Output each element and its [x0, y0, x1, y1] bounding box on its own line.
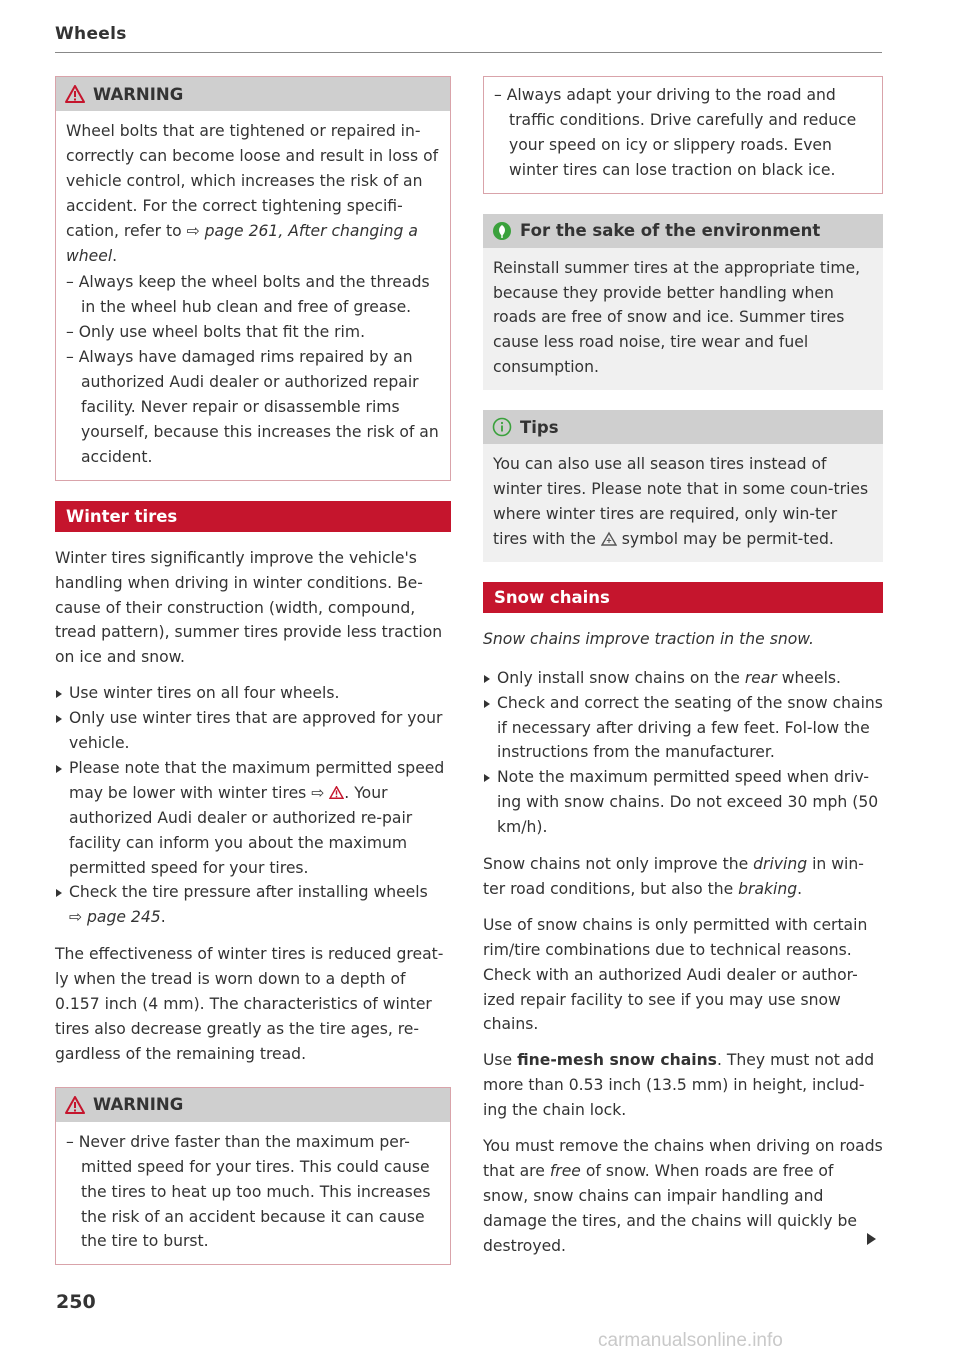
- next-page-arrow-icon[interactable]: [867, 1233, 876, 1245]
- list-item-text: Please note that the maximum permitted speed may be lower with winter tires: [69, 758, 445, 802]
- paragraph-text: You must remove the chains when driving on roads that are: [483, 1137, 883, 1180]
- snow-paragraph-1: [483, 852, 883, 902]
- list-item: [55, 681, 451, 706]
- snow-paragraph-3: [483, 1048, 883, 1123]
- bold-text: fine-mesh snow chains: [517, 1051, 717, 1070]
- info-icon: [492, 417, 512, 437]
- warning-triangle-icon: [65, 85, 85, 103]
- section-heading-winter-tires: Winter tires: [55, 501, 451, 532]
- warning-body: [56, 111, 450, 480]
- bullet-triangle-icon: [56, 690, 62, 698]
- reference-arrow[interactable]: ⇨: [311, 783, 325, 802]
- bullet-triangle-icon: [484, 774, 490, 782]
- warning-intro-end: .: [112, 246, 118, 265]
- list-item-text: wheels.: [776, 668, 841, 687]
- warning-item: – Always adapt your driving to the road and traffic conditions. Drive carefully and reduce your speed on icy or slippery roads. Even winter tires can lose traction on black ice.: [494, 86, 857, 179]
- snow-bullet-list: [483, 666, 883, 840]
- tips-body: [483, 444, 883, 562]
- winter-intro: Winter tires significantly improve the vehicle's handling when driving in winter conditions. Be-cause of their construction (width, compound, tread pattern), summer tires provide less traction on ice and snow.: [55, 548, 443, 667]
- tips-text-start: You can also use all season tires instead of winter tires. Please note that in some coun-tries where winter tires are required, only win-ter tires with the: [493, 455, 869, 548]
- list-item: [55, 880, 451, 930]
- warning-box-speed: [55, 1087, 451, 1266]
- tips-text-end: symbol may be permit-ted.: [616, 529, 834, 548]
- list-item-text: Check the tire pressure after installing wheels: [69, 883, 428, 902]
- page-header: [55, 24, 882, 53]
- tips-text: [493, 452, 873, 552]
- tread-depth-paragraph: The effectiveness of winter tires is reduced great-ly when the tread is worn down to a depth of 0.157 inch (4 mm). The characteristics of winter tires also decrease greatly as the tire ages, re-gardless of the remaining tread.: [55, 945, 444, 1063]
- warning-list: [66, 270, 440, 469]
- emphasis-text: braking: [738, 879, 798, 898]
- environment-text: Reinstall summer tires at the appropriate time, because they provide better handling when roads are free of snow and ice. Summer tires cause less road noise, tire wear and fuel consumption.: [493, 258, 861, 377]
- warning-title: WARNING: [93, 1095, 184, 1115]
- list-item-text: Use winter tires on all four wheels.: [69, 684, 340, 703]
- bullet-triangle-icon: [56, 765, 62, 773]
- bullet-triangle-icon: [56, 715, 62, 723]
- section-title: Wheels: [55, 24, 127, 44]
- warning-item: – Only use wheel bolts that fit the rim.: [66, 323, 366, 342]
- environment-box: [483, 214, 883, 391]
- warning-body: [484, 77, 882, 193]
- page-number: 250: [56, 1291, 96, 1313]
- left-column: [55, 76, 451, 1285]
- list-item-text: . Your authorized Audi dealer or authorized re-pair facility can inform you about the maximum permitted speed for your tires.: [69, 783, 413, 877]
- warning-list: [66, 1130, 440, 1255]
- warning-list: [494, 83, 872, 183]
- environment-body: [483, 248, 883, 391]
- tips-header: [483, 410, 883, 444]
- page-reference-link[interactable]: ⇨ page 261, After changing a wheel: [66, 221, 418, 265]
- list-item: [483, 765, 883, 840]
- list-item-text: Note the maximum permitted speed when driv-ing with snow chains. Do not exceed 30 mph (50 km/h).: [497, 768, 879, 837]
- warning-intro-text: Wheel bolts that are tightened or repaired in-correctly can become loose and result in loss of vehicle control, which increases the risk of an accident. For the correct tightening specifi-cation, refer to: [66, 122, 439, 240]
- warning-intro: [66, 119, 440, 268]
- list-item: [55, 756, 451, 881]
- warning-triangle-icon[interactable]: [329, 784, 344, 802]
- list-item: [55, 706, 451, 756]
- paragraph-text: Snow chains not only improve the: [483, 855, 754, 874]
- warning-header: [56, 1088, 450, 1122]
- watermark: carmanualsonline.info: [598, 1330, 783, 1351]
- emphasis-text: driving: [753, 855, 808, 874]
- warning-box-continued: [483, 76, 883, 194]
- warning-item: – Always have damaged rims repaired by an authorized Audi dealer or authorized repair facility. Never repair or disassemble rims yourself, because this increases the risk of an accident.: [66, 348, 439, 466]
- environment-title: For the sake of the environment: [520, 221, 821, 241]
- snow-paragraph-4: [483, 1134, 883, 1259]
- list-item-text: Check and correct the seating of the snow chains if necessary after driving a few feet. Fol-low the instructions from the manufacturer.: [497, 693, 883, 762]
- paragraph-text: of snow. When roads are free of snow, snow chains can impair handling and damage the tires, and the chains will quickly be destroyed.: [483, 1162, 857, 1255]
- warning-body: [56, 1122, 450, 1265]
- warning-item: – Always keep the wheel bolts and the threads in the wheel hub clean and free of grease.: [66, 273, 430, 317]
- emphasis-text: rear: [744, 668, 777, 687]
- paragraph-text: . They must not add more than 0.53 inch (13.5 mm) in height, includ-ing the chain lock.: [483, 1051, 875, 1120]
- list-item: [483, 691, 883, 766]
- warning-item: – Never drive faster than the maximum per-mitted speed for your tires. This could cause the tires to heat up too much. This increases the risk of an accident because it can cause the tire to burst.: [66, 1132, 431, 1251]
- warning-title: WARNING: [93, 84, 184, 104]
- list-item: [483, 666, 883, 691]
- winter-bullet-list: [55, 681, 451, 930]
- warning-header: [56, 77, 450, 111]
- warning-triangle-icon: [65, 1096, 85, 1114]
- bullet-triangle-icon: [484, 700, 490, 708]
- bullet-triangle-icon: [484, 675, 490, 683]
- snow-subtitle: Snow chains improve traction in the snow.: [483, 629, 814, 648]
- bullet-triangle-icon: [56, 889, 62, 897]
- tips-box: [483, 410, 883, 562]
- paragraph-text: .: [797, 879, 803, 898]
- snow-paragraph-2: Use of snow chains is only permitted with certain rim/tire combinations due to technical reasons. Check with an authorized Audi dealer or author-ized repair facility to see if you may use snow chains.: [483, 915, 868, 1034]
- paragraph-text: Use: [483, 1051, 518, 1070]
- right-column: [483, 76, 883, 1270]
- snowflake-mountain-icon: [601, 530, 617, 548]
- section-heading-snow-chains: Snow chains: [483, 582, 883, 613]
- tips-title: Tips: [520, 417, 559, 437]
- list-item-text: .: [160, 908, 166, 927]
- page-reference-link[interactable]: ⇨ page 245: [69, 908, 161, 927]
- warning-box-wheel-bolts: [55, 76, 451, 481]
- list-item-text: Only install snow chains on the: [497, 668, 745, 687]
- environment-header: [483, 214, 883, 248]
- emphasis-text: free: [549, 1162, 581, 1180]
- paragraph-text: in win-ter road conditions, but also the: [483, 855, 864, 898]
- list-item-text: Only use winter tires that are approved for your vehicle.: [69, 709, 443, 753]
- environment-leaf-icon: [492, 221, 512, 241]
